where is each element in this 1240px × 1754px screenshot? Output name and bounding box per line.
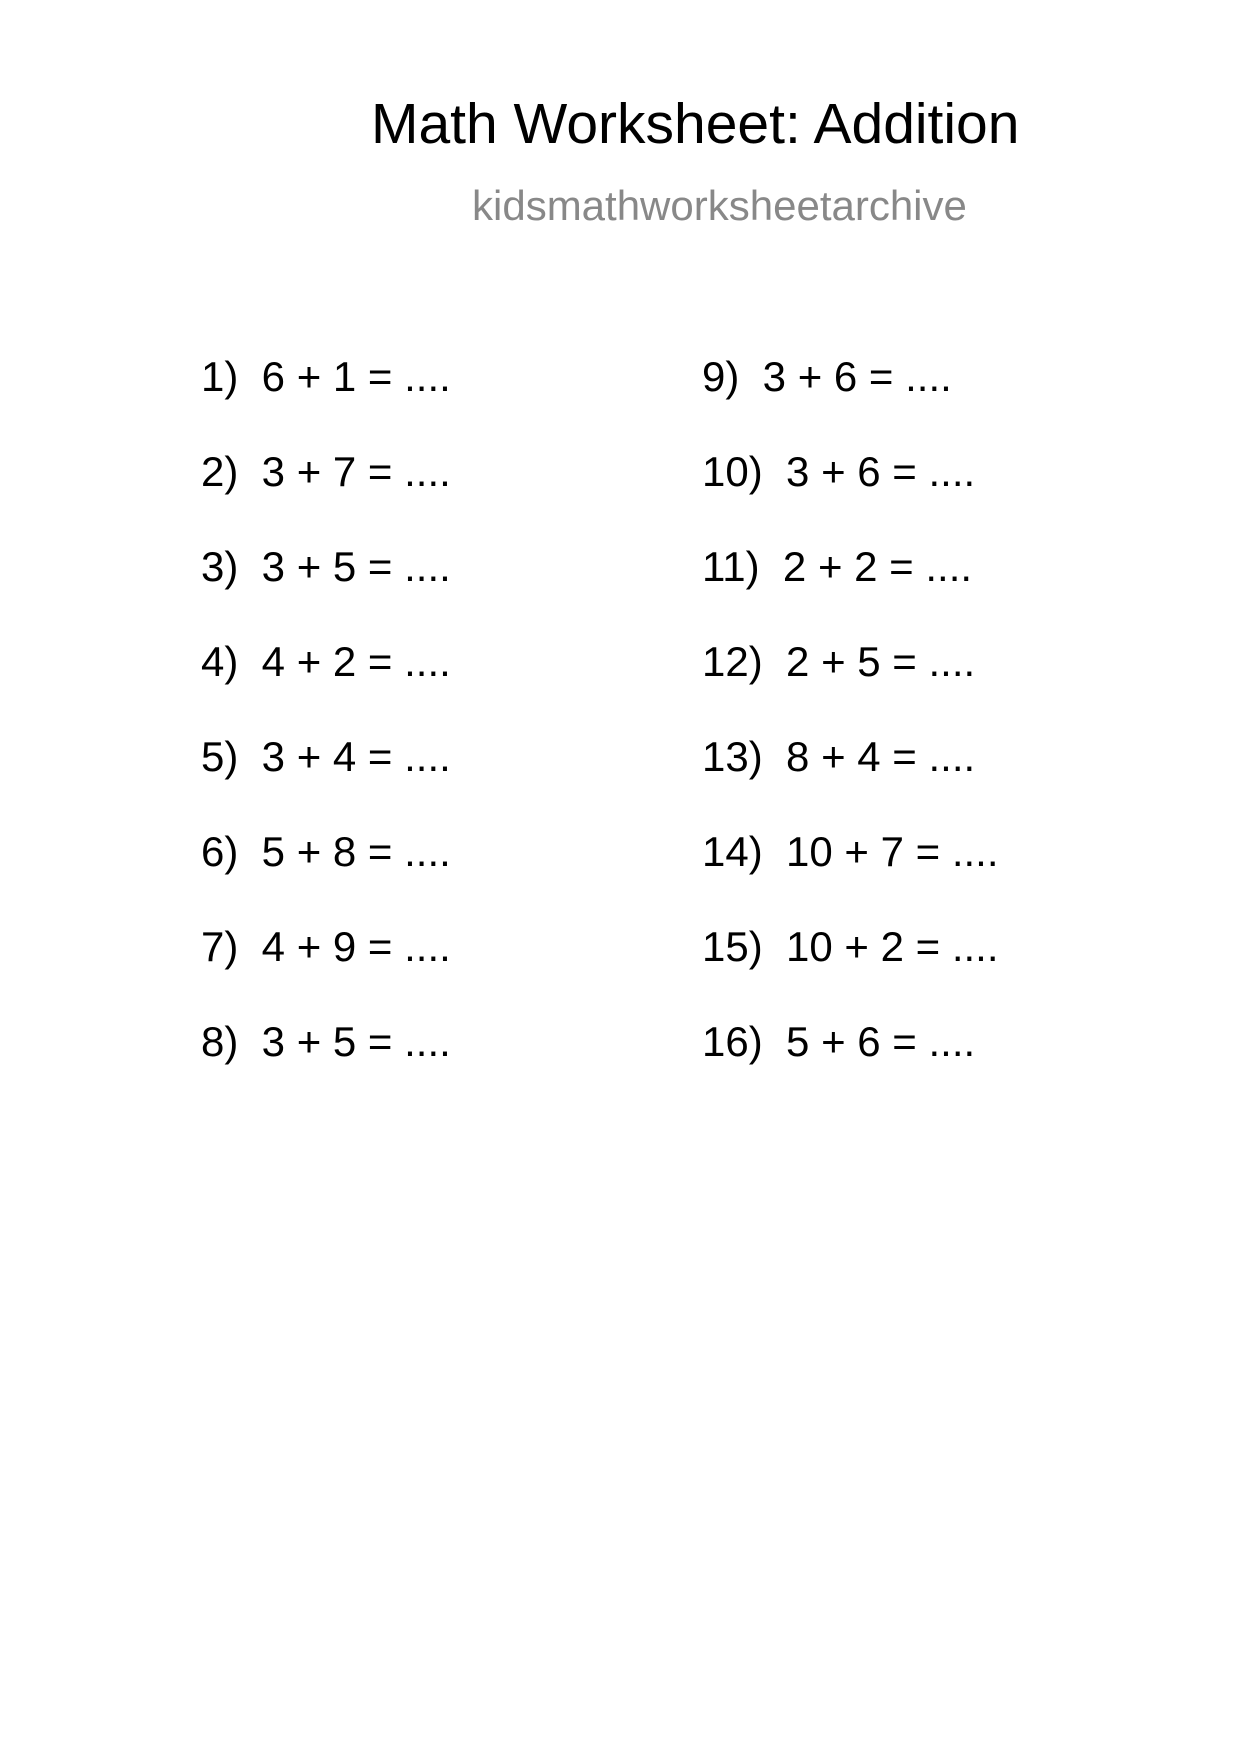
problem-3: 3) 3 + 5 = .... [201,543,451,590]
site-name: kidsmathworksheetarchive [472,182,967,229]
problem-15: 15) 10 + 2 = .... [702,923,999,970]
problem-7: 7) 4 + 9 = .... [201,923,451,970]
problem-6: 6) 5 + 8 = .... [201,828,451,875]
problem-9: 9) 3 + 6 = .... [702,353,952,400]
problem-14: 14) 10 + 7 = .... [702,828,999,875]
problem-5: 5) 3 + 4 = .... [201,733,451,780]
problem-11: 11) 2 + 2 = .... [702,543,973,590]
page-title: Math Worksheet: Addition [371,92,1020,156]
problem-10: 10) 3 + 6 = .... [702,448,976,495]
problem-1: 1) 6 + 1 = .... [201,353,451,400]
problem-13: 13) 8 + 4 = .... [702,733,976,780]
problem-column-right [702,353,999,1116]
problem-16: 16) 5 + 6 = .... [702,1018,976,1065]
problem-column-left [201,353,451,1116]
problem-12: 12) 2 + 5 = .... [702,638,976,685]
problem-2: 2) 3 + 7 = .... [201,448,451,495]
problem-8: 8) 3 + 5 = .... [201,1018,451,1065]
problem-4: 4) 4 + 2 = .... [201,638,451,685]
